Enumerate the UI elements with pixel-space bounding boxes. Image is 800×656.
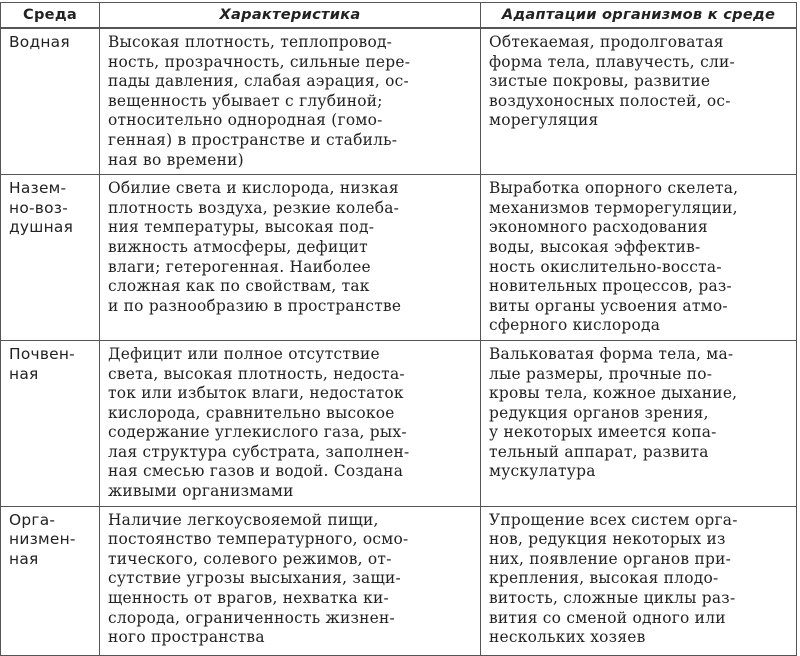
organism-adaptations: Вальковатая форма тела, ма- лые размеры, прочные по- кровы тела, кожное дыхание, редукция органов зрения, у некоторых имеется копа- тельный аппарат, развита мускулатура <box>481 340 797 506</box>
environment-name: Орга- низмен- ная <box>1 506 100 655</box>
table-row <box>1 506 797 655</box>
environments-table <box>0 2 797 656</box>
organism-adaptations: Выработка опорного скелета, механизмов терморегуляции, экономного расходования воды, высокая эффектив- ность окислительно-восста- новительных процессов, раз- виты органы усвоения атмо- сферного кислорода <box>481 175 797 341</box>
environment-name: Назем- но-воз- душная <box>1 175 100 341</box>
table-row <box>1 28 797 175</box>
organism-adaptations: Упрощение всех систем орга- нов, редукция некоторых из них, появление органов при- крепления, высокая плодо- витость, сложные циклы раз- вития со сменой одного или нескольких хозяев <box>481 506 797 655</box>
environment-characteristics: Наличие легкоусвояемой пищи, постоянство температурного, осмо- тического, солевого режимов, от- сутствие угрозы высыхания, защи- щенность от врагов, нехватка ки- слорода, ограниченность жизнен- ного пространства <box>100 506 481 655</box>
environment-characteristics: Обилие света и кислорода, низкая плотность воздуха, резкие колеба- ния температуры, высокая под- вижность атмосферы, дефицит влаги; гетерогенная. Наиболее сложная как по свойствам, так и по разнообразию в пространстве <box>100 175 481 341</box>
table-header-row <box>1 3 797 29</box>
header-adaptations: Адаптации организмов к среде <box>481 3 797 29</box>
header-environment: Среда <box>1 3 100 29</box>
table-row <box>1 340 797 506</box>
environment-characteristics: Высокая плотность, теплопровод- ность, прозрачность, сильные пере- пады давления, слабая аэрация, ос- вещенность убывает с глубиной; относительно однородная (гомо- генная) в пространстве и стабиль- ная во времени) <box>100 28 481 175</box>
environment-name: Почвен- ная <box>1 340 100 506</box>
organism-adaptations: Обтекаемая, продолговатая форма тела, плавучесть, сли- зистые покровы, развитие воздухоносных полостей, ос- морегуляция <box>481 28 797 175</box>
environment-name: Водная <box>1 28 100 175</box>
table-row <box>1 175 797 341</box>
header-characteristics: Характеристика <box>100 3 481 29</box>
environment-characteristics: Дефицит или полное отсутствие света, высокая плотность, недоста- ток или избыток влаги, недостаток кислорода, сравнительно высокое содержание углекислого газа, рых- лая структура субстрата, заполнен- ная смесью газов и водой. Создана живыми организмами <box>100 340 481 506</box>
